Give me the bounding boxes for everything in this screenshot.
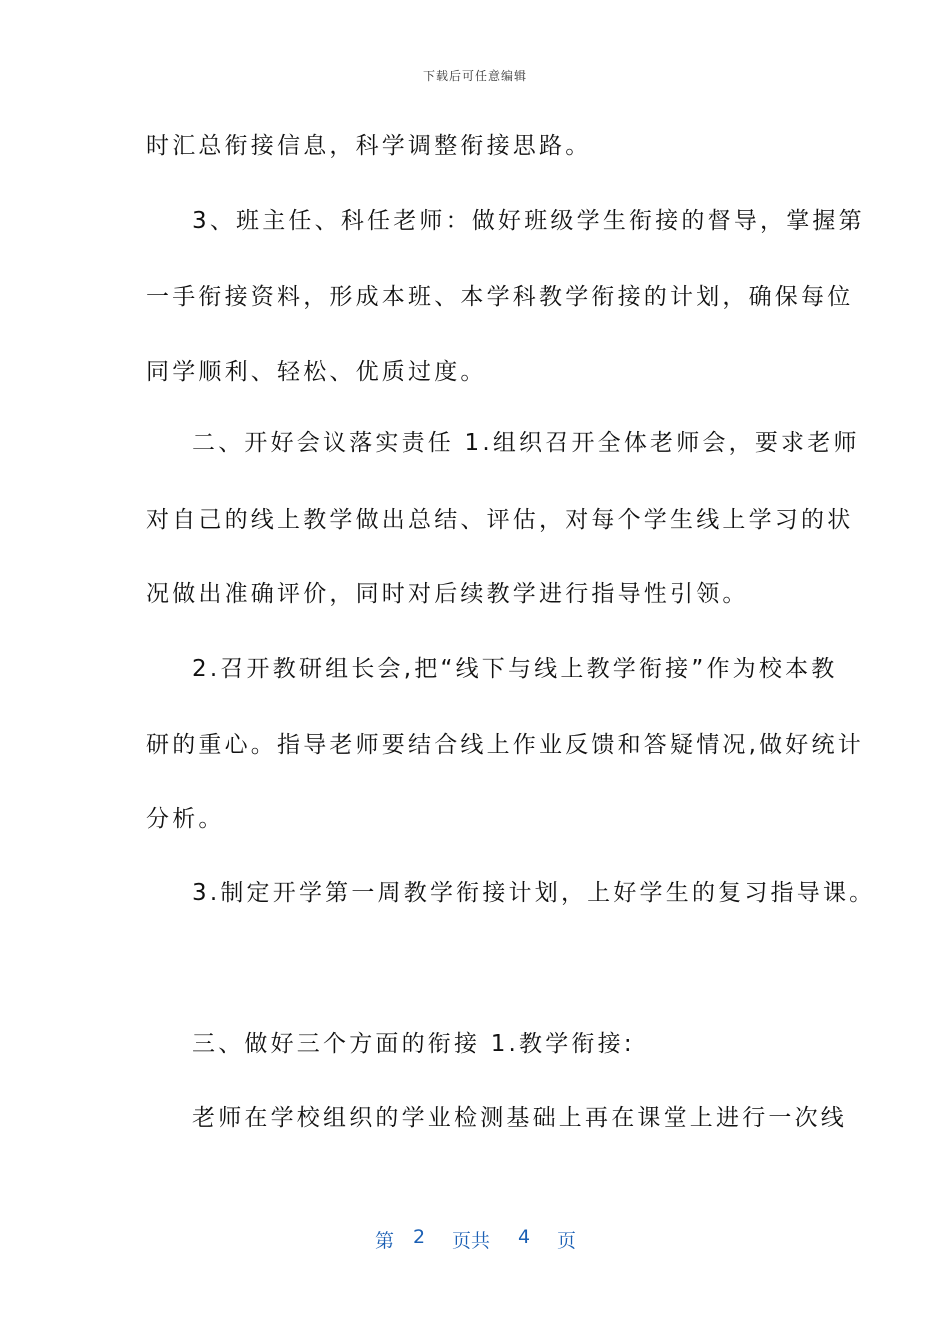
footer-suffix: 页 bbox=[557, 1230, 577, 1252]
body-line: 3、班主任、科任老师：做好班级学生衔接的督导，掌握第 bbox=[192, 208, 865, 234]
footer-total-pages: 4 bbox=[518, 1226, 531, 1248]
body-line: 二、开好会议落实责任 1.组织召开全体老师会，要求老师 bbox=[192, 430, 860, 456]
body-line: 2.召开教研组长会,把“线下与线上教学衔接”作为校本教 bbox=[192, 656, 838, 682]
page-header-note: 下载后可任意编辑 bbox=[422, 69, 527, 83]
body-line: 分析。 bbox=[146, 806, 225, 832]
body-line: 一手衔接资料，形成本班、本学科教学衔接的计划，确保每位 bbox=[146, 284, 854, 310]
body-line: 研的重心。指导老师要结合线上作业反馈和答疑情况,做好统计 bbox=[146, 732, 864, 758]
footer-prefix: 第 bbox=[375, 1230, 395, 1252]
body-line: 时汇总衔接信息，科学调整衔接思路。 bbox=[146, 133, 592, 159]
body-line: 三、做好三个方面的衔接 1.教学衔接: bbox=[192, 1031, 635, 1057]
body-line: 对自己的线上教学做出总结、评估，对每个学生线上学习的状 bbox=[146, 507, 854, 533]
footer-middle: 页共 bbox=[452, 1230, 491, 1252]
body-line: 3.制定开学第一周教学衔接计划，上好学生的复习指导课。 bbox=[192, 880, 876, 906]
page-footer bbox=[0, 1226, 950, 1256]
body-line: 老师在学校组织的学业检测基础上再在课堂上进行一次线 bbox=[192, 1105, 847, 1131]
footer-current-page: 2 bbox=[413, 1226, 426, 1248]
body-line: 况做出准确评价，同时对后续教学进行指导性引领。 bbox=[146, 581, 749, 607]
body-line: 同学顺利、轻松、优质过度。 bbox=[146, 359, 487, 385]
